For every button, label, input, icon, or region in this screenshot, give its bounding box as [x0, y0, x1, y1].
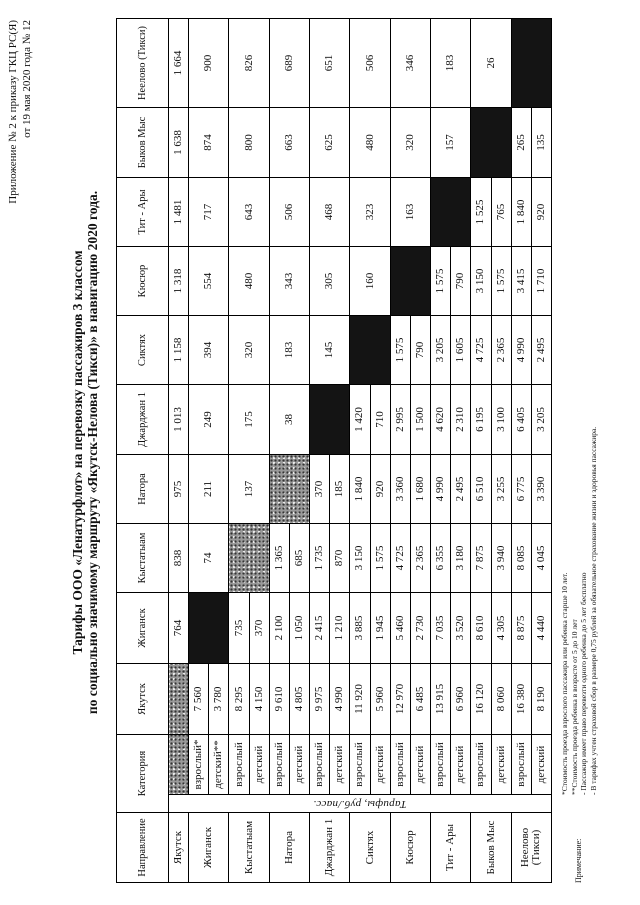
- value-cell: 790: [451, 247, 471, 316]
- value-cell: 2 100: [269, 593, 289, 664]
- diagonal-cell: [269, 455, 309, 524]
- value-cell: 3 885: [350, 593, 370, 664]
- value-cell: 1 013: [169, 385, 189, 455]
- category-cell: детский: [370, 735, 390, 795]
- category-cell: детский**: [209, 735, 229, 795]
- header-category: Категория: [117, 735, 169, 813]
- value-cell: 2 730: [410, 593, 430, 664]
- category-cell: взрослый: [350, 735, 370, 795]
- direction-cell: Кюсюр: [390, 813, 430, 883]
- value-cell: 6 775: [511, 455, 531, 524]
- value-cell: 1 500: [410, 385, 430, 455]
- diagonal-cell: [229, 524, 269, 593]
- header-col: Жиганск: [117, 593, 169, 664]
- note-item: *Стоимость проезда взрослого пассажира или ребенка старше 10 лет.: [560, 572, 569, 795]
- value-cell: 6 485: [410, 664, 430, 735]
- value-cell: 265: [511, 108, 531, 178]
- value-cell: 3 150: [471, 247, 491, 316]
- value-cell: 1 318: [169, 247, 189, 316]
- value-cell: 1 420: [350, 385, 370, 455]
- value-cell: 3 520: [451, 593, 471, 664]
- category-cell: взрослый: [310, 735, 330, 795]
- category-cell: взрослый: [269, 735, 289, 795]
- value-cell: 1 605: [451, 316, 471, 385]
- direction-cell: Натора: [269, 813, 309, 883]
- value-cell: [169, 664, 189, 735]
- header-col: Кюсюр: [117, 247, 169, 316]
- value-cell: 16 120: [471, 664, 491, 735]
- category-cell: взрослый*: [189, 735, 209, 795]
- value-cell: 1 710: [531, 247, 551, 316]
- value-cell: 4 620: [431, 385, 451, 455]
- header-col: Натора: [117, 455, 169, 524]
- table-row: [431, 19, 451, 883]
- value-cell: 874: [189, 108, 229, 178]
- value-cell: 8 875: [511, 593, 531, 664]
- note-item: - В тарифах учтен страховой сбор в размере 0,75 рублей за обязательное страхование жизни и здоровья пассажира.: [588, 426, 598, 795]
- value-cell: 4 990: [431, 455, 451, 524]
- diagonal-cell: [350, 316, 390, 385]
- direction-cell: Сиктях: [350, 813, 390, 883]
- value-cell: 4 045: [531, 524, 551, 593]
- value-cell: 480: [229, 247, 269, 316]
- appendix-line-2: от 19 мая 2020 года № 12: [21, 20, 33, 138]
- title-line-2: по социально значимому маршруту «Якутск-Нелова (Тикси)» в навигацию 2020 года.: [85, 190, 100, 715]
- value-cell: 145: [310, 316, 350, 385]
- diagonal-cell: [390, 247, 430, 316]
- value-cell: 838: [169, 524, 189, 593]
- value-cell: 2 495: [531, 316, 551, 385]
- value-cell: 9 975: [310, 664, 330, 735]
- header-col: Быков Мыс: [117, 108, 169, 178]
- tariff-table: [116, 18, 552, 883]
- value-cell: 790: [410, 316, 430, 385]
- direction-cell: Тит - Ары: [431, 813, 471, 883]
- header-col: Якутск: [117, 664, 169, 735]
- value-cell: 3 360: [390, 455, 410, 524]
- value-cell: 685: [289, 524, 309, 593]
- direction-cell: Жиганск: [189, 813, 229, 883]
- value-cell: 4 990: [330, 664, 350, 735]
- category-cell: детский: [330, 735, 350, 795]
- value-cell: 8 190: [531, 664, 551, 735]
- value-cell: 1 638: [169, 108, 189, 178]
- table-row: [269, 19, 289, 883]
- category-cell: детский: [410, 735, 430, 795]
- value-cell: 6 960: [451, 664, 471, 735]
- value-cell: 4 725: [390, 524, 410, 593]
- value-cell: 74: [189, 524, 229, 593]
- category-cell: [169, 735, 189, 795]
- value-cell: 320: [229, 316, 269, 385]
- direction-cell: Якутск: [169, 813, 189, 883]
- value-cell: 157: [431, 108, 471, 178]
- title-line-1: Тарифы ООО «Ленатурфлот» на перевозку пассажиров 3 классом: [70, 250, 85, 655]
- category-cell: детский: [289, 735, 309, 795]
- table-row: [310, 19, 330, 883]
- table-row: [390, 19, 410, 883]
- value-cell: 625: [310, 108, 350, 178]
- value-cell: 1 664: [169, 19, 189, 108]
- value-cell: 4 305: [491, 593, 511, 664]
- value-cell: 920: [370, 455, 390, 524]
- value-cell: 1 525: [471, 178, 491, 247]
- value-cell: 1 680: [410, 455, 430, 524]
- tariff-units-text: Тарифы, руб./пасс.: [313, 798, 407, 810]
- note-item: - Пассажир имеет право перевезти одного ребенка до 5 лет бесплатно: [579, 572, 588, 795]
- table-row: [531, 19, 551, 883]
- table-header-row: [117, 19, 169, 883]
- value-cell: 900: [189, 19, 229, 108]
- value-cell: 800: [229, 108, 269, 178]
- value-cell: 1 575: [390, 316, 410, 385]
- value-cell: 11 920: [350, 664, 370, 735]
- value-cell: 1 840: [350, 455, 370, 524]
- value-cell: 468: [310, 178, 350, 247]
- value-cell: 643: [229, 178, 269, 247]
- direction-cell: Быков Мыс: [471, 813, 511, 883]
- value-cell: 4 440: [531, 593, 551, 664]
- table-row: [189, 19, 209, 883]
- diagonal-cell: [189, 593, 229, 664]
- value-cell: 137: [229, 455, 269, 524]
- value-cell: 975: [169, 455, 189, 524]
- value-cell: 3 100: [491, 385, 511, 455]
- value-cell: 7 560: [189, 664, 209, 735]
- value-cell: 870: [330, 524, 350, 593]
- value-cell: 9 610: [269, 664, 289, 735]
- category-cell: взрослый: [229, 735, 249, 795]
- value-cell: 920: [531, 178, 551, 247]
- value-cell: 3 150: [350, 524, 370, 593]
- value-cell: 826: [229, 19, 269, 108]
- value-cell: 663: [269, 108, 309, 178]
- value-cell: 5 960: [370, 664, 390, 735]
- value-cell: 2 365: [410, 524, 430, 593]
- value-cell: 3 390: [531, 455, 551, 524]
- table-row: [169, 19, 189, 883]
- value-cell: 8 295: [229, 664, 249, 735]
- notes-label: Примечание:: [574, 838, 583, 883]
- category-cell: взрослый: [390, 735, 410, 795]
- header-col: Тит - Ары: [117, 178, 169, 247]
- value-cell: 211: [189, 455, 229, 524]
- category-cell: взрослый: [511, 735, 531, 795]
- value-cell: 38: [269, 385, 309, 455]
- category-cell: детский: [249, 735, 269, 795]
- value-cell: 3 180: [451, 524, 471, 593]
- table-row: [471, 19, 491, 883]
- category-cell: детский: [451, 735, 471, 795]
- value-cell: 1 575: [431, 247, 451, 316]
- value-cell: 1 575: [370, 524, 390, 593]
- value-cell: 7 035: [431, 593, 451, 664]
- value-cell: 765: [491, 178, 511, 247]
- header-col: Сиктях: [117, 316, 169, 385]
- value-cell: 183: [269, 316, 309, 385]
- header-direction: Направление: [117, 813, 169, 883]
- value-cell: 323: [350, 178, 390, 247]
- value-cell: 26: [471, 19, 511, 108]
- value-cell: 305: [310, 247, 350, 316]
- header-col: Неелово (Тикси): [117, 19, 169, 108]
- category-cell: детский: [531, 735, 551, 795]
- value-cell: 346: [390, 19, 430, 108]
- value-cell: 1 735: [310, 524, 330, 593]
- value-cell: 163: [390, 178, 430, 247]
- value-cell: 12 970: [390, 664, 410, 735]
- value-cell: 370: [249, 593, 269, 664]
- direction-cell: Кыстатыам: [229, 813, 269, 883]
- table-row: [350, 19, 370, 883]
- value-cell: 735: [229, 593, 249, 664]
- value-cell: 2 495: [451, 455, 471, 524]
- notes-list: [560, 427, 598, 795]
- value-cell: 1 158: [169, 316, 189, 385]
- diagonal-cell: [431, 178, 471, 247]
- value-cell: 6 195: [471, 385, 491, 455]
- value-cell: 160: [350, 247, 390, 316]
- value-cell: 3 940: [491, 524, 511, 593]
- value-cell: 175: [229, 385, 269, 455]
- value-cell: 710: [370, 385, 390, 455]
- value-cell: 8 085: [511, 524, 531, 593]
- value-cell: 3 205: [531, 385, 551, 455]
- value-cell: 651: [310, 19, 350, 108]
- value-cell: 1 050: [289, 593, 309, 664]
- table-row: [229, 19, 249, 883]
- value-cell: 1 481: [169, 178, 189, 247]
- value-cell: 370: [310, 455, 330, 524]
- value-cell: 4 805: [289, 664, 309, 735]
- value-cell: 6 355: [431, 524, 451, 593]
- value-cell: 506: [350, 19, 390, 108]
- category-cell: взрослый: [431, 735, 451, 795]
- value-cell: 249: [189, 385, 229, 455]
- header-col: Джарджан 1: [117, 385, 169, 455]
- value-cell: 3 205: [431, 316, 451, 385]
- value-cell: 506: [269, 178, 309, 247]
- value-cell: 183: [431, 19, 471, 108]
- value-cell: 4 990: [511, 316, 531, 385]
- value-cell: 2 310: [451, 385, 471, 455]
- diagonal-cell: [511, 19, 551, 108]
- value-cell: 6 405: [511, 385, 531, 455]
- note-item: **Стоимость проезда ребенка в возрасте от 5 до 10 лет: [569, 619, 579, 795]
- value-cell: 689: [269, 19, 309, 108]
- value-cell: 2 415: [310, 593, 330, 664]
- appendix-reference: [6, 20, 34, 240]
- value-cell: 185: [330, 455, 350, 524]
- direction-cell: Неелово (Тикси): [511, 813, 551, 883]
- value-cell: 3 255: [491, 455, 511, 524]
- category-cell: детский: [491, 735, 511, 795]
- value-cell: 1 575: [491, 247, 511, 316]
- category-cell: взрослый: [471, 735, 491, 795]
- table-row: [511, 19, 531, 883]
- value-cell: 6 510: [471, 455, 491, 524]
- value-cell: 5 460: [390, 593, 410, 664]
- diagonal-cell: [471, 108, 511, 178]
- value-cell: 320: [390, 108, 430, 178]
- value-cell: 1 210: [330, 593, 350, 664]
- document-title: [70, 0, 100, 905]
- value-cell: 13 915: [431, 664, 451, 735]
- value-cell: 8 060: [491, 664, 511, 735]
- value-cell: 3 780: [209, 664, 229, 735]
- value-cell: 3 415: [511, 247, 531, 316]
- value-cell: 8 610: [471, 593, 491, 664]
- header-col: Кыстатыам: [117, 524, 169, 593]
- value-cell: 2 995: [390, 385, 410, 455]
- value-cell: 1 840: [511, 178, 531, 247]
- value-cell: 343: [269, 247, 309, 316]
- direction-cell: Джарджан 1: [310, 813, 350, 883]
- value-cell: 7 875: [471, 524, 491, 593]
- value-cell: 4 150: [249, 664, 269, 735]
- value-cell: 4 725: [471, 316, 491, 385]
- value-cell: 717: [189, 178, 229, 247]
- value-cell: 394: [189, 316, 229, 385]
- appendix-line-1: Приложение № 2 к приказу ГКЦ РС(Я): [7, 20, 19, 204]
- value-cell: 764: [169, 593, 189, 664]
- tariff-units-label: [169, 795, 552, 813]
- value-cell: 1 365: [269, 524, 289, 593]
- value-cell: 480: [350, 108, 390, 178]
- value-cell: 554: [189, 247, 229, 316]
- value-cell: 135: [531, 108, 551, 178]
- value-cell: 16 380: [511, 664, 531, 735]
- value-cell: 1 945: [370, 593, 390, 664]
- value-cell: 2 365: [491, 316, 511, 385]
- diagonal-cell: [310, 385, 350, 455]
